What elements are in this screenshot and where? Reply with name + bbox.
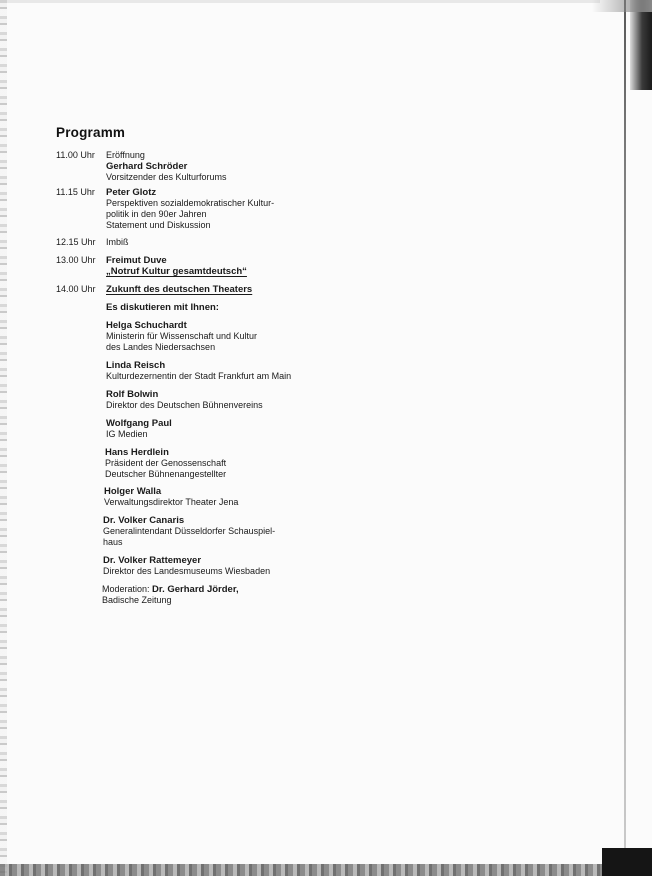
talk-line: Statement und Diskussion [106, 220, 211, 230]
participant-name: Wolfgang Paul [106, 418, 172, 429]
scan-edge-top [0, 0, 600, 3]
page-title: Programm [56, 125, 126, 140]
panel-title: Zukunft des deutschen Theaters [106, 284, 253, 295]
moderator-name: Dr. Gerhard Jörder, [152, 584, 239, 595]
participant-name: Dr. Volker Canaris [103, 515, 185, 526]
scan-edge-bottom-right [602, 848, 652, 876]
participant [103, 555, 363, 577]
talk-title: „Notruf Kultur gesamtdeutsch“ [106, 266, 247, 277]
moderation-label: Moderation: [102, 584, 150, 594]
scan-edge-right [630, 0, 652, 90]
participant [104, 486, 364, 508]
participant-role: Präsident der Genossenschaft [105, 458, 227, 468]
participant-role: haus [103, 537, 123, 547]
speaker-name: Freimut Duve [106, 255, 167, 266]
participant-role: Ministerin für Wissenschaft und Kultur [106, 331, 258, 341]
scan-edge-bottom [0, 864, 652, 876]
moderator-affiliation: Badische Zeitung [102, 595, 172, 605]
participant-role-word: Schauspiel- [228, 526, 276, 536]
participant-name: Linda Reisch [106, 360, 166, 371]
participant-role: Kulturdezernentin der Stadt Frankfurt am Main [106, 371, 292, 381]
participant-role-word: Düsseldorfer [174, 526, 226, 536]
participant-name: Hans Herdlein [105, 447, 169, 458]
speaker-role: Vorsitzender des Kulturforums [106, 172, 227, 182]
participant-role: des Landes Niedersachsen [106, 342, 216, 352]
speaker-name: Gerhard Schröder [106, 161, 188, 172]
entry-time: 12.15 Uhr [56, 237, 96, 247]
participant-name: Helga Schuchardt [106, 320, 187, 331]
speaker-name: Peter Glotz [106, 187, 157, 198]
participant-role-line [103, 526, 309, 537]
participant-name: Holger Walla [104, 486, 162, 497]
participant [106, 418, 366, 440]
moderation [102, 584, 362, 606]
scan-edge-left [0, 0, 7, 876]
scan-edge-line [624, 0, 626, 876]
scan-edge-corner [592, 0, 652, 12]
participant [106, 320, 366, 353]
participant-role: IG Medien [106, 429, 148, 439]
participant [106, 389, 366, 411]
entry-text: Imbiß [106, 237, 129, 247]
participant-role: Deutscher Bühnenangestellter [105, 469, 227, 479]
participant-role: Direktor des Deutschen Bühnenvereins [106, 400, 263, 410]
participant-name: Dr. Volker Rattemeyer [103, 555, 202, 566]
panel-intro [106, 302, 366, 313]
entry-time: 11.15 Uhr [56, 187, 95, 197]
panel-intro-text: Es diskutieren mit Ihnen: [106, 302, 219, 313]
participant-role: Direktor des Landesmuseums Wiesbaden [103, 566, 271, 576]
participant-role: Verwaltungsdirektor Theater Jena [104, 497, 239, 507]
entry-pre: Eröffnung [106, 150, 145, 160]
participant-name: Rolf Bolwin [106, 389, 159, 400]
participant [105, 447, 365, 480]
entry-time: 14.00 Uhr [56, 284, 96, 294]
participant-role-word: Generalintendant [103, 526, 173, 536]
talk-line: Perspektiven sozialdemokratischer Kultur- [106, 198, 275, 208]
talk-line: politik in den 90er Jahren [106, 209, 207, 219]
participant [106, 360, 366, 382]
participant [103, 515, 363, 548]
entry-time: 11.00 Uhr [56, 150, 95, 160]
entry-time: 13.00 Uhr [56, 255, 96, 265]
